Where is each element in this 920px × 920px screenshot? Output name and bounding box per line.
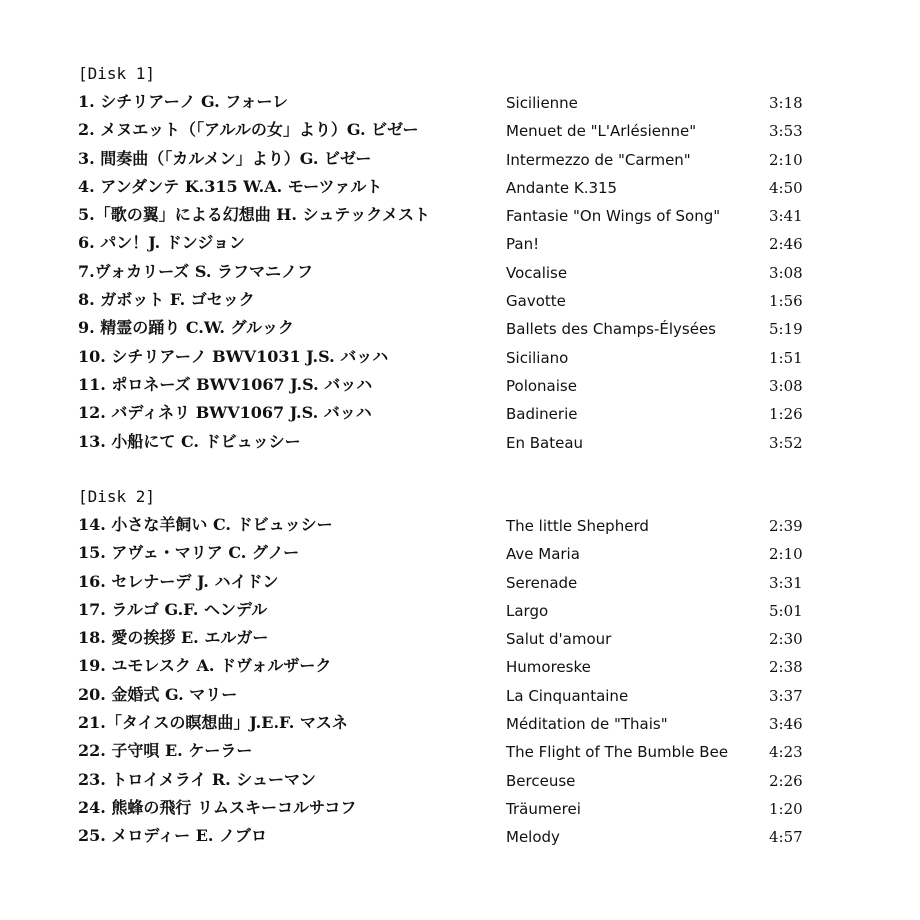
track-title-original: Vocalise <box>506 263 568 282</box>
track-title-original: Sicilienne <box>506 94 578 112</box>
track-title-original: La Cinquantaine <box>506 686 629 705</box>
track-duration: 4:57 <box>769 828 803 847</box>
track-duration: 3:37 <box>769 686 803 705</box>
track-duration: 4:23 <box>769 743 803 762</box>
disk-2-header: [Disk 2] <box>78 487 156 506</box>
track-title-japanese: 7.ヴォカリーズ S. ラフマニノフ <box>78 261 313 281</box>
track-title-japanese: 2. メヌエット（「アルルの女」より）G. ビゼー <box>78 120 419 140</box>
track-duration: 3:31 <box>769 573 803 592</box>
track-row <box>0 374 920 402</box>
track-title-japanese: 21.「タイスの瞑想曲」J.E.F. マスネ <box>78 713 348 733</box>
track-row <box>0 91 920 119</box>
track-row <box>0 542 920 570</box>
track-row <box>0 712 920 740</box>
track-duration: 3:53 <box>769 122 803 141</box>
track-title-japanese: 23. トロイメライ R. シューマン <box>78 769 316 789</box>
track-row <box>0 655 920 683</box>
track-title-original: Menuet de "L'Arlésienne" <box>506 122 697 141</box>
track-title-japanese: 11. ポロネーズ BWV1067 J.S. バッハ <box>78 374 373 394</box>
track-title-original: Méditation de "Thais" <box>506 715 668 734</box>
disk-1-tracklist <box>0 91 920 459</box>
track-title-original: Ave Maria <box>506 545 580 564</box>
track-title-japanese: 9. 精霊の踊り C.W. グルック <box>78 318 295 338</box>
disk-2-tracklist <box>0 514 920 854</box>
track-row <box>0 627 920 655</box>
track-duration: 3:41 <box>769 207 803 226</box>
track-duration: 3:08 <box>769 263 803 282</box>
track-title-original: Serenade <box>506 573 578 592</box>
track-title-japanese: 15. アヴェ・マリア C. グノー <box>78 543 300 563</box>
track-title-original: Träumerei <box>506 799 581 818</box>
track-title-original: Ballets des Champs-Élysées <box>506 320 716 339</box>
track-title-japanese: 1. シチリアーノ G. フォーレ <box>78 92 289 111</box>
track-row <box>0 289 920 317</box>
track-title-japanese: 16. セレナーデ J. ハイドン <box>78 571 279 591</box>
track-row <box>0 204 920 232</box>
track-title-japanese: 20. 金婚式 G. マリー <box>78 684 238 704</box>
track-title-japanese: 18. 愛の挨拶 E. エルガー <box>78 628 269 648</box>
track-title-japanese: 3. 間奏曲（「カルメン」より）G. ビゼー <box>78 148 372 168</box>
track-duration: 3:18 <box>769 94 803 112</box>
track-duration: 1:51 <box>769 348 803 367</box>
track-title-original: Badinerie <box>506 405 578 424</box>
track-title-original: The Flight of The Bumble Bee <box>506 743 729 762</box>
track-row <box>0 148 920 176</box>
track-title-japanese: 13. 小船にて C. ドビュッシー <box>78 431 301 451</box>
track-row <box>0 684 920 712</box>
track-row <box>0 346 920 374</box>
track-duration: 1:20 <box>769 799 803 818</box>
track-row <box>0 825 920 853</box>
track-row <box>0 431 920 459</box>
track-duration: 5:19 <box>769 320 803 339</box>
track-title-japanese: 12. バディネリ BWV1067 J.S. バッハ <box>78 403 372 423</box>
track-duration: 4:50 <box>769 178 803 197</box>
track-title-original: Gavotte <box>506 292 566 311</box>
disk-1-header: [Disk 1] <box>78 64 156 83</box>
track-row <box>0 740 920 768</box>
track-title-japanese: 24. 熊蜂の飛行 リムスキーコルサコフ <box>78 797 357 817</box>
track-row <box>0 317 920 345</box>
track-title-japanese: 4. アンダンテ K.315 W.A. モーツァルト <box>78 176 383 196</box>
track-title-original: En Bateau <box>506 433 584 452</box>
track-title-original: Pan! <box>506 235 540 254</box>
track-title-japanese: 14. 小さな羊飼い C. ドビュッシー <box>78 515 333 534</box>
track-title-original: Largo <box>506 601 549 620</box>
track-row <box>0 769 920 797</box>
track-duration: 1:56 <box>769 292 803 311</box>
track-title-original: Melody <box>506 828 560 847</box>
track-title-japanese: 8. ガボット F. ゴセック <box>78 290 255 310</box>
track-duration: 2:26 <box>769 771 803 790</box>
track-duration: 2:10 <box>769 545 803 564</box>
track-row <box>0 176 920 204</box>
track-row <box>0 261 920 289</box>
track-duration: 5:01 <box>769 601 803 620</box>
track-title-original: Salut d'amour <box>506 630 612 649</box>
track-title-original: Berceuse <box>506 771 576 790</box>
track-duration: 2:10 <box>769 150 803 169</box>
track-duration: 1:26 <box>769 405 803 424</box>
track-title-japanese: 19. ユモレスク A. ドヴォルザーク <box>78 656 332 676</box>
track-title-original: Fantasie "On Wings of Song" <box>506 207 721 226</box>
track-duration: 3:46 <box>769 715 803 734</box>
track-row <box>0 797 920 825</box>
track-row <box>0 571 920 599</box>
track-title-original: The little Shepherd <box>506 517 649 535</box>
track-title-japanese: 6. パン！J. ドンジョン <box>78 233 246 253</box>
track-title-original: Humoreske <box>506 658 591 677</box>
track-title-original: Intermezzo de "Carmen" <box>506 150 691 169</box>
track-row <box>0 119 920 147</box>
track-row <box>0 232 920 260</box>
track-duration: 2:38 <box>769 658 803 677</box>
track-title-japanese: 25. メロディー E. ノブロ <box>78 826 268 846</box>
track-duration: 2:39 <box>769 517 803 535</box>
track-duration: 2:30 <box>769 630 803 649</box>
track-row <box>0 599 920 627</box>
track-title-japanese: 22. 子守唄 E. ケーラー <box>78 741 253 761</box>
track-duration: 3:08 <box>769 376 803 395</box>
track-row <box>0 402 920 430</box>
track-title-original: Andante K.315 <box>506 178 618 197</box>
track-title-japanese: 17. ラルゴ G.F. ヘンデル <box>78 599 268 619</box>
track-title-original: Polonaise <box>506 376 577 395</box>
track-duration: 3:52 <box>769 433 803 452</box>
track-duration: 2:46 <box>769 235 803 254</box>
track-title-japanese: 10. シチリアーノ BWV1031 J.S. バッハ <box>78 346 389 366</box>
track-title-japanese: 5.「歌の翼」による幻想曲 H. シュテックメスト <box>78 205 431 225</box>
track-row <box>0 514 920 542</box>
track-title-original: Siciliano <box>506 348 569 367</box>
